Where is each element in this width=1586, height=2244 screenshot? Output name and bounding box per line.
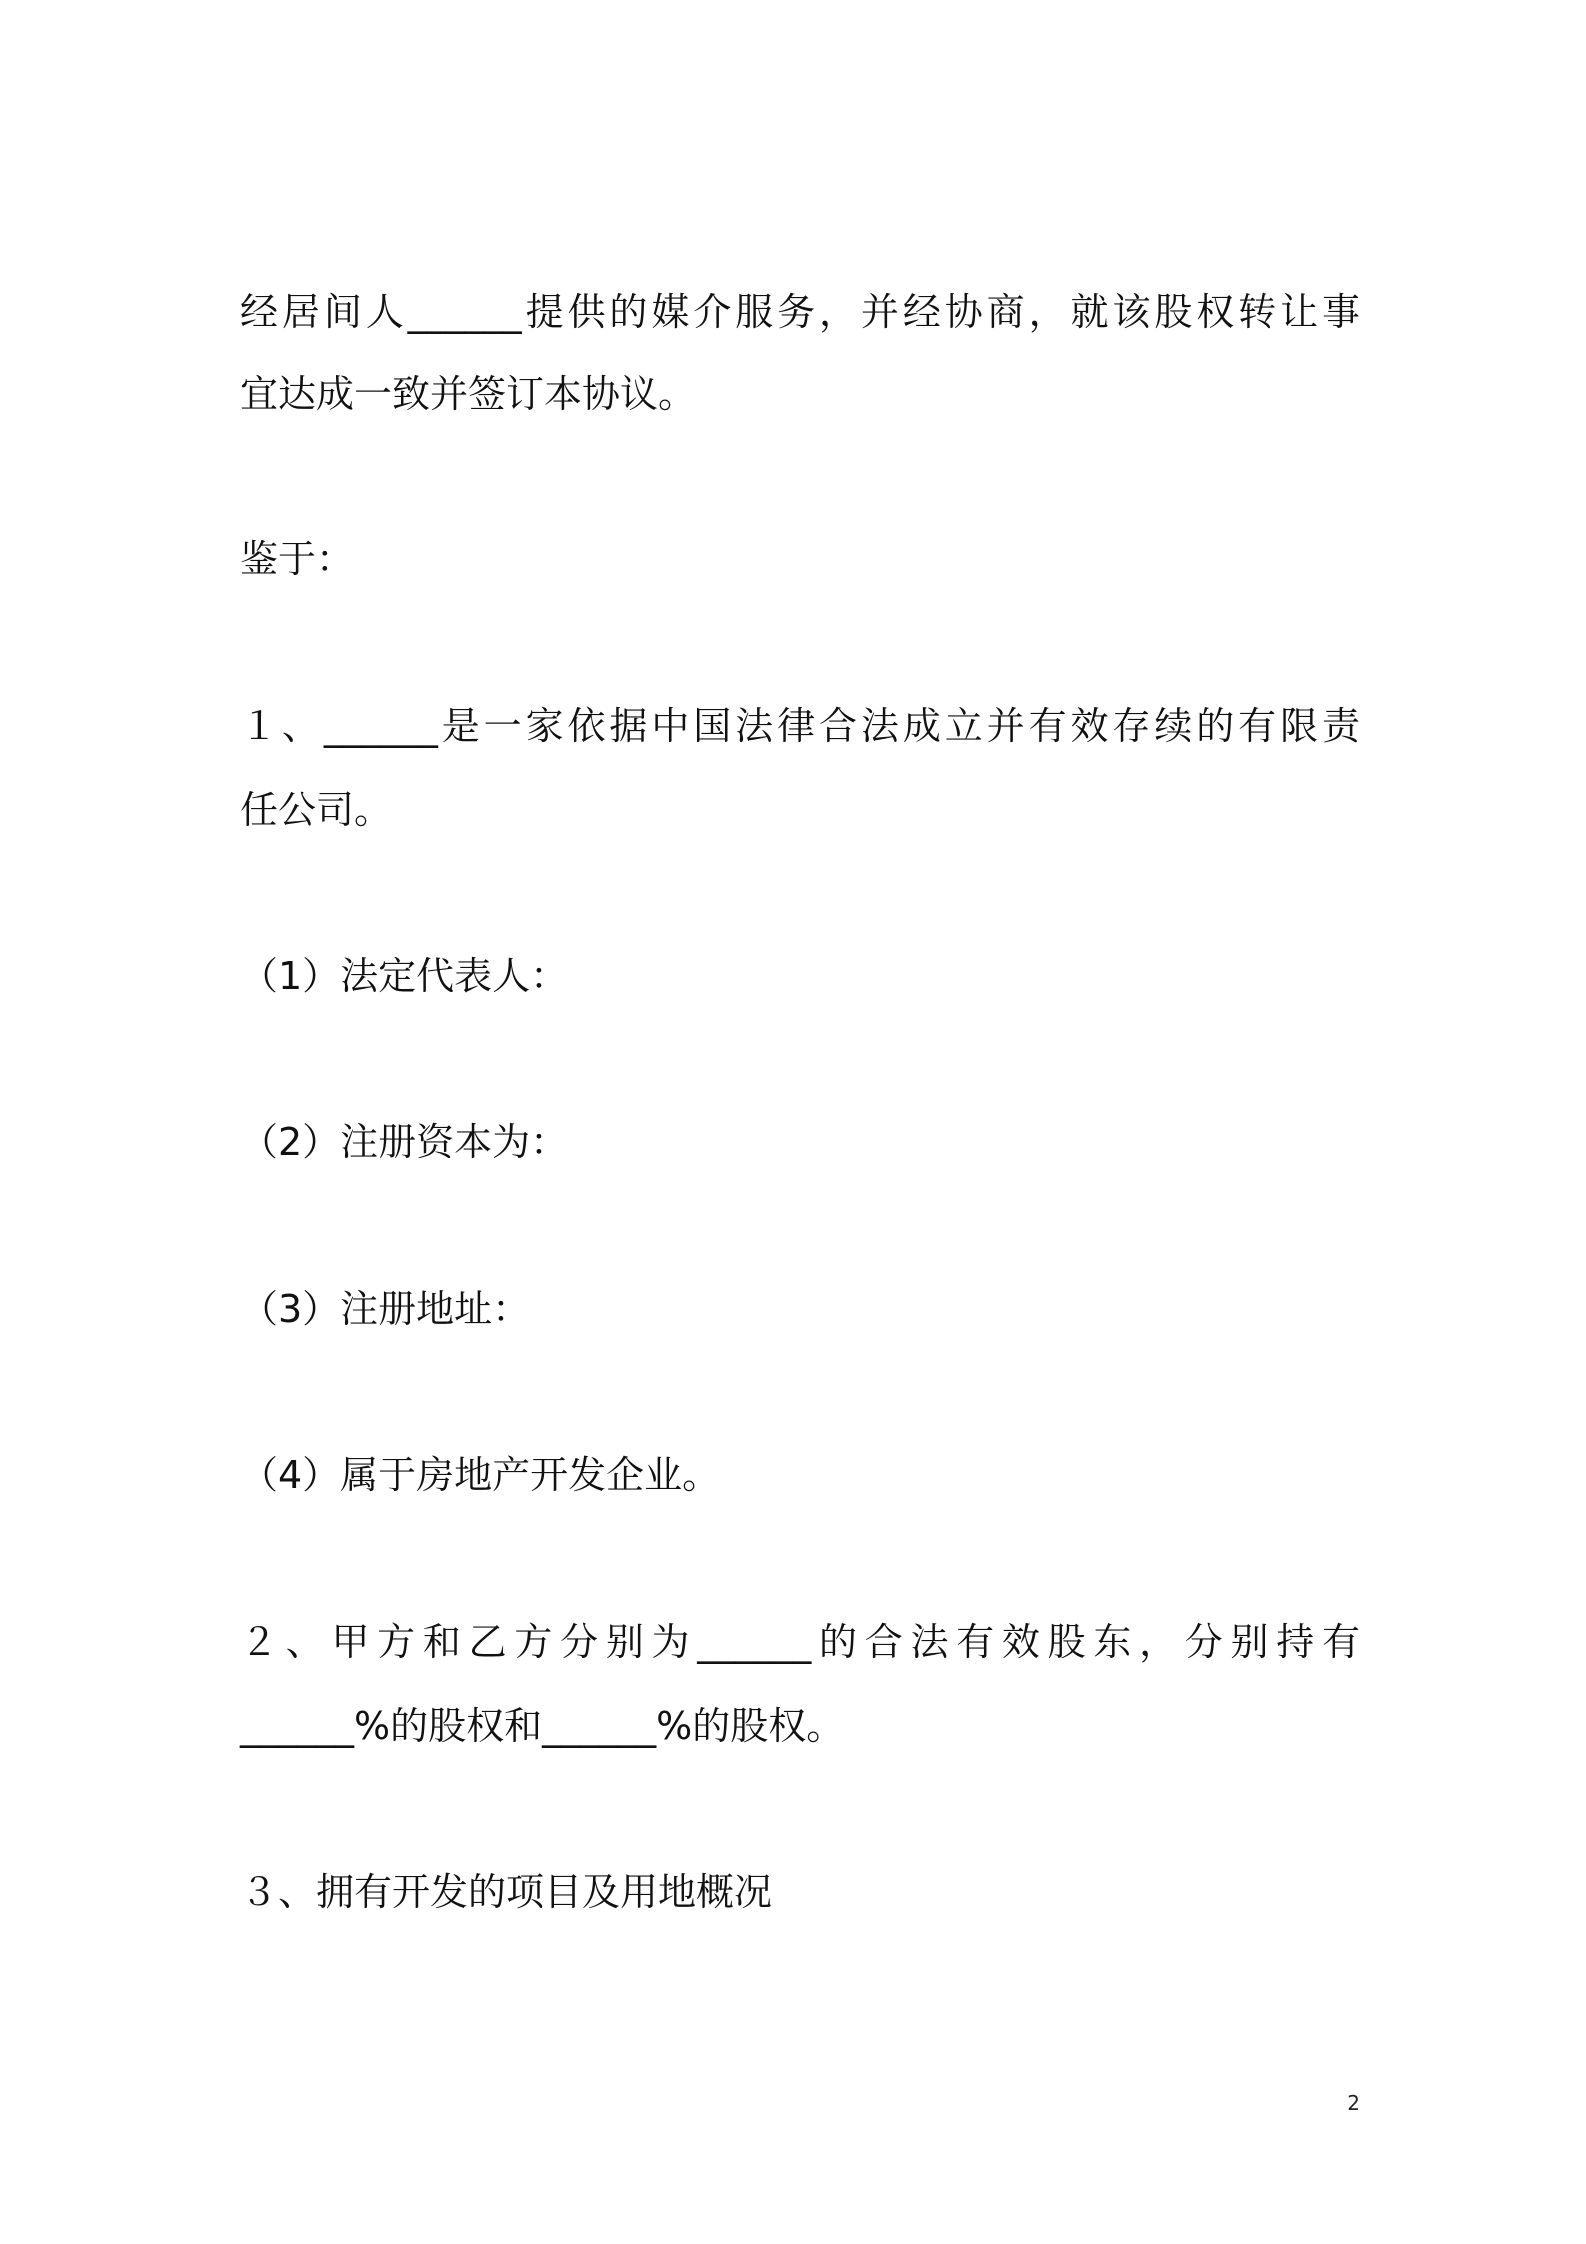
item-registered-capital: （2）注册资本为： (240, 1120, 569, 1164)
item-registered-address: （3）注册地址： (240, 1287, 531, 1331)
paragraph-intro-line-2: 宜达成一致并签订本协议。 (240, 372, 697, 416)
clause-1-line-2: 任公司。 (240, 788, 393, 832)
item-legal-representative: （1）法定代表人： (240, 954, 569, 998)
clause-2-line-1: ２、甲方和乙方分别为______的合法有效股东，分别持有 (240, 1620, 1360, 1664)
paragraph-intro-line-1: 经居间人______提供的媒介服务，并经协商，就该股权转让事 (240, 290, 1360, 334)
clause-2-line-2: ______%的股权和______%的股权。 (240, 1704, 845, 1748)
clause-3: ３、拥有开发的项目及用地概况 (240, 1870, 773, 1914)
whereas-heading: 鉴于： (240, 537, 355, 581)
clause-1-line-1: １、______是一家依据中国法律合法成立并有效存续的有限责 (240, 704, 1360, 748)
item-real-estate-enterprise: （4）属于房地产开发企业。 (240, 1453, 721, 1497)
page-number: 2 (1347, 2091, 1360, 2115)
